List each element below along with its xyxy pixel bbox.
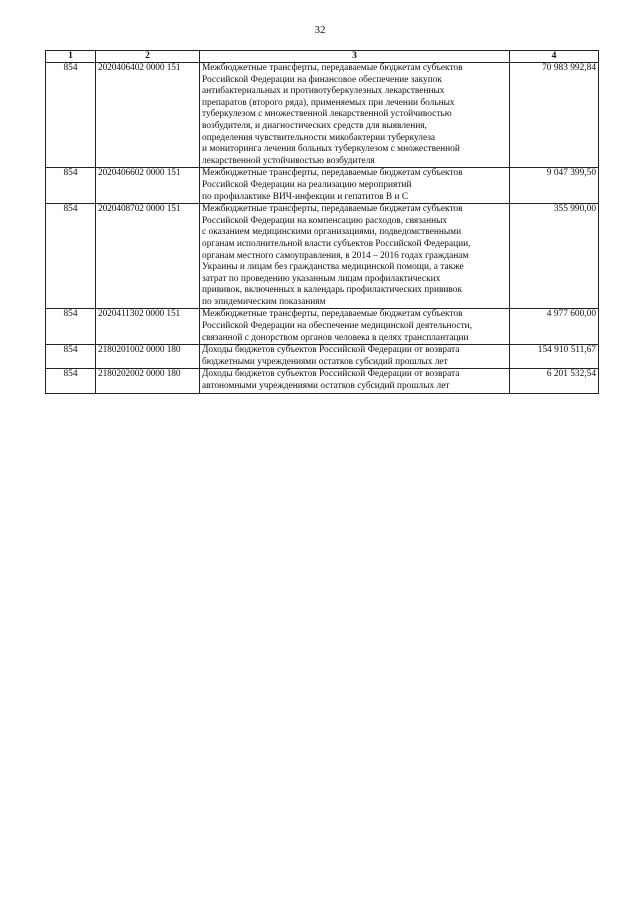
description-line: прививок, включенных в календарь профилактических прививок: [202, 285, 463, 296]
description-line: определения чувствительности микобактерии туберкулеза: [202, 132, 436, 143]
budget-code-cell: 2020408702 0000 151: [96, 204, 200, 309]
table-row: [46, 63, 599, 168]
budget-code-cell: 2020411302 0000 151: [96, 309, 200, 345]
table-row: [46, 345, 599, 369]
column-header-admin: 1: [46, 51, 96, 63]
column-header-amount: 4: [510, 51, 599, 63]
description-line: по эпидемическим показаниям: [202, 296, 326, 307]
description-line: возбудителя, и диагностических средств для выявления,: [202, 120, 427, 131]
table-row: [46, 204, 599, 309]
description-line: бюджетными учреждениями остатков субсидий прошлых лет: [202, 356, 448, 367]
amount-cell: 4 977 600,00: [510, 309, 599, 345]
description-line: Доходы бюджетов субъектов Российской Федерации от возврата: [202, 369, 460, 380]
budget-code-cell: 2020406602 0000 151: [96, 168, 200, 204]
description-line: Межбюджетные трансферты, передаваемые бюджетам субъектов: [202, 63, 463, 73]
description-cell: [200, 369, 510, 393]
description-cell: [200, 168, 510, 204]
description-line: Доходы бюджетов субъектов Российской Федерации от возврата: [202, 345, 460, 356]
description-line: затрат по проведению указанным лицам профилактических: [202, 273, 441, 284]
description-line: лекарственной устойчивостью возбудителя: [202, 155, 375, 166]
table-row: [46, 168, 599, 204]
budget-revenue-table: [45, 50, 599, 394]
column-header-code: 2: [96, 51, 200, 63]
description-line: органам исполнительной власти субъектов Российской Федерации,: [202, 238, 471, 249]
amount-cell: 6 201 532,54: [510, 369, 599, 393]
description-line: препаратов (второго ряда), применяемых при лечении больных: [202, 97, 455, 108]
description-line: Российской Федерации на компенсацию расходов, связанных: [202, 215, 448, 226]
admin-code-cell: 854: [46, 168, 96, 204]
description-line: связанной с донорством органов человека в целях трансплантации: [202, 332, 469, 343]
description-line: Межбюджетные трансферты, передаваемые бюджетам субъектов: [202, 309, 463, 320]
description-line: туберкулезом с множественной лекарственной устойчивостью: [202, 109, 452, 120]
amount-cell: 355 990,00: [510, 204, 599, 309]
description-line: Украины и лицам без гражданства медицинской помощи, а также: [202, 262, 464, 273]
table-row: [46, 309, 599, 345]
table-row: [46, 369, 599, 393]
table-header-row: [46, 51, 599, 63]
description-cell: [200, 345, 510, 369]
description-cell: [200, 63, 510, 168]
description-line: по профилактике ВИЧ-инфекции и гепатитов В и С: [202, 191, 409, 202]
description-line: антибактериальных и противотуберкулезных лекарственных: [202, 86, 445, 97]
admin-code-cell: 854: [46, 369, 96, 393]
budget-code-cell: 2180201002 0000 180: [96, 345, 200, 369]
description-line: Российской Федерации на обеспечение медицинской деятельности,: [202, 321, 473, 332]
admin-code-cell: 854: [46, 63, 96, 168]
admin-code-cell: 854: [46, 204, 96, 309]
budget-code-cell: 2020406402 0000 151: [96, 63, 200, 168]
amount-cell: 70 983 992,84: [510, 63, 599, 168]
table-body: [46, 63, 599, 394]
page-number: 32: [314, 24, 326, 36]
description-line: Межбюджетные трансферты, передаваемые бюджетам субъектов: [202, 204, 463, 215]
description-line: с оказанием медицинскими организациями, подведомственными: [202, 227, 462, 238]
description-line: Российской Федерации на финансовое обеспечение закупок: [202, 74, 442, 85]
admin-code-cell: 854: [46, 309, 96, 345]
description-line: и мониторинга лечения больных туберкулезом с множественной: [202, 144, 460, 155]
column-header-description: 3: [200, 51, 510, 63]
description-cell: [200, 204, 510, 309]
description-line: органам местного самоуправления, в 2014 – 2016 годах гражданам: [202, 250, 469, 261]
description-line: Межбюджетные трансферты, передаваемые бюджетам субъектов: [202, 168, 463, 179]
budget-code-cell: 2180202002 0000 180: [96, 369, 200, 393]
description-line: Российской Федерации на реализацию мероприятий: [202, 179, 412, 190]
amount-cell: 154 910 511,67: [510, 345, 599, 369]
description-line: автономными учреждениями остатков субсидий прошлых лет: [202, 381, 450, 392]
admin-code-cell: 854: [46, 345, 96, 369]
description-cell: [200, 309, 510, 345]
amount-cell: 9 047 399,50: [510, 168, 599, 204]
